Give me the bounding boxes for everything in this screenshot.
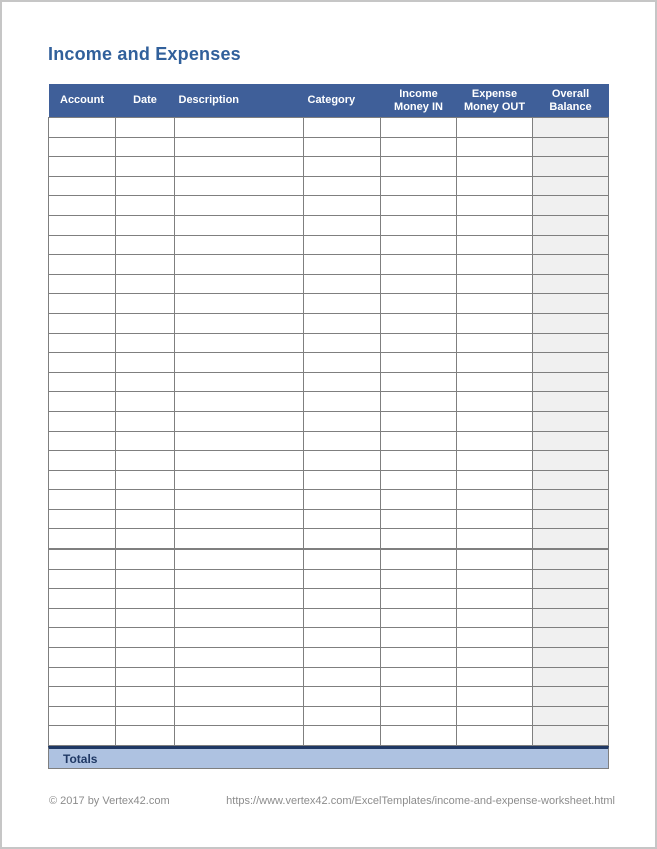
cell-description [175,687,304,707]
cell-category [304,667,381,687]
cell-income_money_in [381,333,457,353]
table-row [49,608,609,628]
cell-date [116,157,175,177]
cell-date [116,549,175,569]
cell-income_money_in [381,569,457,589]
cell-date [116,451,175,471]
cell-expense_money_out [457,687,533,707]
cell-income_money_in [381,687,457,707]
header-row [49,84,609,118]
cell-account [49,509,116,529]
cell-overall_balance [533,294,609,314]
cell-date [116,333,175,353]
cell-account [49,313,116,333]
cell-income_money_in [381,157,457,177]
cell-category [304,392,381,412]
cell-overall_balance [533,353,609,373]
cell-date [116,628,175,648]
cell-account [49,628,116,648]
cell-income_money_in [381,411,457,431]
table-row [49,137,609,157]
cell-category [304,118,381,138]
cell-account [49,294,116,314]
cell-expense_money_out [457,490,533,510]
col-header-category: Category [304,84,381,118]
cell-overall_balance [533,667,609,687]
table-row [49,294,609,314]
cell-overall_balance [533,687,609,707]
cell-overall_balance [533,569,609,589]
cell-account [49,667,116,687]
cell-description [175,196,304,216]
col-header-date: Date [116,84,175,118]
cell-date [116,235,175,255]
cell-date [116,667,175,687]
cell-account [49,353,116,373]
cell-description [175,157,304,177]
cell-category [304,569,381,589]
cell-income_money_in [381,372,457,392]
cell-expense_money_out [457,333,533,353]
cell-account [49,137,116,157]
cell-income_money_in [381,255,457,275]
cell-income_money_in [381,176,457,196]
cell-income_money_in [381,470,457,490]
cell-date [116,372,175,392]
cell-expense_money_out [457,392,533,412]
cell-income_money_in [381,431,457,451]
table-row [49,648,609,668]
totals-row [48,746,609,769]
cell-expense_money_out [457,157,533,177]
table-row [49,490,609,510]
cell-account [49,569,116,589]
cell-income_money_in [381,589,457,609]
table-row [49,411,609,431]
cell-date [116,509,175,529]
cell-income_money_in [381,608,457,628]
table-row [49,726,609,746]
cell-income_money_in [381,392,457,412]
table-row [49,628,609,648]
cell-expense_money_out [457,529,533,549]
cell-expense_money_out [457,176,533,196]
cell-category [304,608,381,628]
totals-label: Totals [63,751,98,766]
cell-description [175,333,304,353]
cell-description [175,726,304,746]
cell-income_money_in [381,137,457,157]
cell-date [116,137,175,157]
cell-account [49,431,116,451]
cell-income_money_in [381,215,457,235]
cell-category [304,509,381,529]
cell-overall_balance [533,215,609,235]
cell-description [175,353,304,373]
table-row [49,392,609,412]
col-header-income_money_in: Income Money IN [381,84,457,118]
cell-expense_money_out [457,509,533,529]
cell-income_money_in [381,726,457,746]
cell-expense_money_out [457,451,533,471]
cell-account [49,333,116,353]
table-row [49,569,609,589]
cell-description [175,451,304,471]
cell-category [304,176,381,196]
cell-description [175,176,304,196]
cell-income_money_in [381,118,457,138]
cell-account [49,274,116,294]
cell-expense_money_out [457,589,533,609]
cell-account [49,549,116,569]
cell-income_money_in [381,648,457,668]
table-row [49,589,609,609]
cell-date [116,431,175,451]
cell-account [49,608,116,628]
cell-category [304,470,381,490]
cell-overall_balance [533,589,609,609]
cell-overall_balance [533,628,609,648]
cell-account [49,589,116,609]
cell-expense_money_out [457,313,533,333]
page-footer [2,795,655,807]
cell-description [175,392,304,412]
cell-description [175,411,304,431]
cell-overall_balance [533,726,609,746]
cell-expense_money_out [457,549,533,569]
cell-expense_money_out [457,706,533,726]
cell-description [175,294,304,314]
cell-overall_balance [533,157,609,177]
cell-overall_balance [533,608,609,628]
cell-overall_balance [533,372,609,392]
cell-description [175,608,304,628]
cell-date [116,215,175,235]
cell-account [49,529,116,549]
table-row [49,118,609,138]
cell-date [116,274,175,294]
cell-overall_balance [533,490,609,510]
cell-expense_money_out [457,255,533,275]
col-header-description: Description [175,84,304,118]
cell-expense_money_out [457,431,533,451]
copyright-text: © 2017 by Vertex42.com [49,795,170,807]
cell-overall_balance [533,509,609,529]
cell-category [304,255,381,275]
cell-description [175,137,304,157]
cell-category [304,628,381,648]
cell-date [116,726,175,746]
source-url[interactable]: https://www.vertex42.com/ExcelTemplates/income-and-expense-worksheet.html [226,795,615,807]
cell-overall_balance [533,706,609,726]
table-row [49,431,609,451]
table-row [49,255,609,275]
cell-description [175,313,304,333]
cell-date [116,687,175,707]
cell-account [49,392,116,412]
cell-expense_money_out [457,372,533,392]
cell-income_money_in [381,628,457,648]
cell-description [175,235,304,255]
cell-date [116,255,175,275]
cell-overall_balance [533,118,609,138]
table-row [49,372,609,392]
table-row [49,549,609,569]
cell-overall_balance [533,137,609,157]
cell-income_money_in [381,529,457,549]
cell-description [175,706,304,726]
table-row [49,196,609,216]
cell-expense_money_out [457,294,533,314]
table-row [49,529,609,549]
cell-category [304,529,381,549]
cell-description [175,549,304,569]
cell-expense_money_out [457,235,533,255]
cell-date [116,470,175,490]
page-title: Income and Expenses [48,44,241,64]
cell-overall_balance [533,235,609,255]
cell-date [116,392,175,412]
table-row [49,470,609,490]
cell-income_money_in [381,196,457,216]
cell-overall_balance [533,333,609,353]
cell-account [49,726,116,746]
cell-description [175,372,304,392]
cell-expense_money_out [457,118,533,138]
cell-category [304,451,381,471]
cell-income_money_in [381,509,457,529]
cell-description [175,215,304,235]
table-row [49,235,609,255]
worksheet-content [2,44,655,769]
cell-account [49,648,116,668]
cell-category [304,706,381,726]
table-row [49,706,609,726]
cell-expense_money_out [457,353,533,373]
cell-description [175,274,304,294]
table-row [49,157,609,177]
cell-category [304,589,381,609]
cell-account [49,687,116,707]
cell-income_money_in [381,490,457,510]
cell-category [304,411,381,431]
cell-account [49,255,116,275]
cell-account [49,451,116,471]
cell-category [304,549,381,569]
cell-category [304,196,381,216]
cell-description [175,589,304,609]
cell-category [304,687,381,707]
table-row [49,333,609,353]
cell-account [49,372,116,392]
cell-date [116,411,175,431]
cell-expense_money_out [457,648,533,668]
cell-date [116,608,175,628]
cell-date [116,294,175,314]
cell-account [49,176,116,196]
cell-category [304,137,381,157]
cell-overall_balance [533,451,609,471]
cell-description [175,569,304,589]
cell-expense_money_out [457,628,533,648]
table-row [49,451,609,471]
cell-overall_balance [533,176,609,196]
cell-category [304,490,381,510]
cell-date [116,118,175,138]
cell-category [304,648,381,668]
cell-income_money_in [381,549,457,569]
cell-expense_money_out [457,215,533,235]
cell-overall_balance [533,255,609,275]
income-expense-table [48,84,609,746]
cell-date [116,176,175,196]
cell-category [304,353,381,373]
table-row [49,274,609,294]
cell-expense_money_out [457,726,533,746]
cell-category [304,294,381,314]
cell-date [116,589,175,609]
cell-account [49,706,116,726]
cell-income_money_in [381,353,457,373]
cell-overall_balance [533,196,609,216]
cell-description [175,509,304,529]
cell-category [304,431,381,451]
cell-income_money_in [381,235,457,255]
cell-account [49,470,116,490]
cell-date [116,648,175,668]
cell-account [49,196,116,216]
cell-account [49,118,116,138]
cell-account [49,411,116,431]
cell-category [304,333,381,353]
table-row [49,215,609,235]
cell-date [116,529,175,549]
cell-expense_money_out [457,608,533,628]
cell-account [49,490,116,510]
cell-expense_money_out [457,411,533,431]
cell-date [116,490,175,510]
cell-income_money_in [381,706,457,726]
cell-account [49,235,116,255]
col-header-expense_money_out: Expense Money OUT [457,84,533,118]
cell-overall_balance [533,392,609,412]
cell-expense_money_out [457,569,533,589]
cell-expense_money_out [457,196,533,216]
col-header-overall_balance: Overall Balance [533,84,609,118]
cell-expense_money_out [457,274,533,294]
cell-date [116,569,175,589]
cell-overall_balance [533,529,609,549]
cell-income_money_in [381,294,457,314]
cell-overall_balance [533,549,609,569]
cell-description [175,431,304,451]
cell-description [175,667,304,687]
cell-expense_money_out [457,667,533,687]
cell-date [116,353,175,373]
table-row [49,353,609,373]
cell-overall_balance [533,274,609,294]
table-row [49,667,609,687]
cell-overall_balance [533,470,609,490]
cell-description [175,648,304,668]
table-row [49,509,609,529]
cell-expense_money_out [457,137,533,157]
table-row [49,313,609,333]
cell-description [175,529,304,549]
cell-overall_balance [533,313,609,333]
cell-date [116,313,175,333]
cell-income_money_in [381,274,457,294]
cell-category [304,313,381,333]
col-header-account: Account [49,84,116,118]
cell-expense_money_out [457,470,533,490]
table-row [49,176,609,196]
cell-account [49,215,116,235]
cell-overall_balance [533,431,609,451]
cell-date [116,196,175,216]
cell-date [116,706,175,726]
cell-account [49,157,116,177]
table-row [49,687,609,707]
cell-description [175,490,304,510]
cell-overall_balance [533,648,609,668]
cell-income_money_in [381,451,457,471]
cell-description [175,118,304,138]
cell-category [304,215,381,235]
cell-description [175,628,304,648]
cell-income_money_in [381,667,457,687]
cell-description [175,255,304,275]
cell-overall_balance [533,411,609,431]
cell-description [175,470,304,490]
cell-category [304,235,381,255]
cell-category [304,274,381,294]
cell-category [304,726,381,746]
cell-category [304,372,381,392]
cell-category [304,157,381,177]
cell-income_money_in [381,313,457,333]
